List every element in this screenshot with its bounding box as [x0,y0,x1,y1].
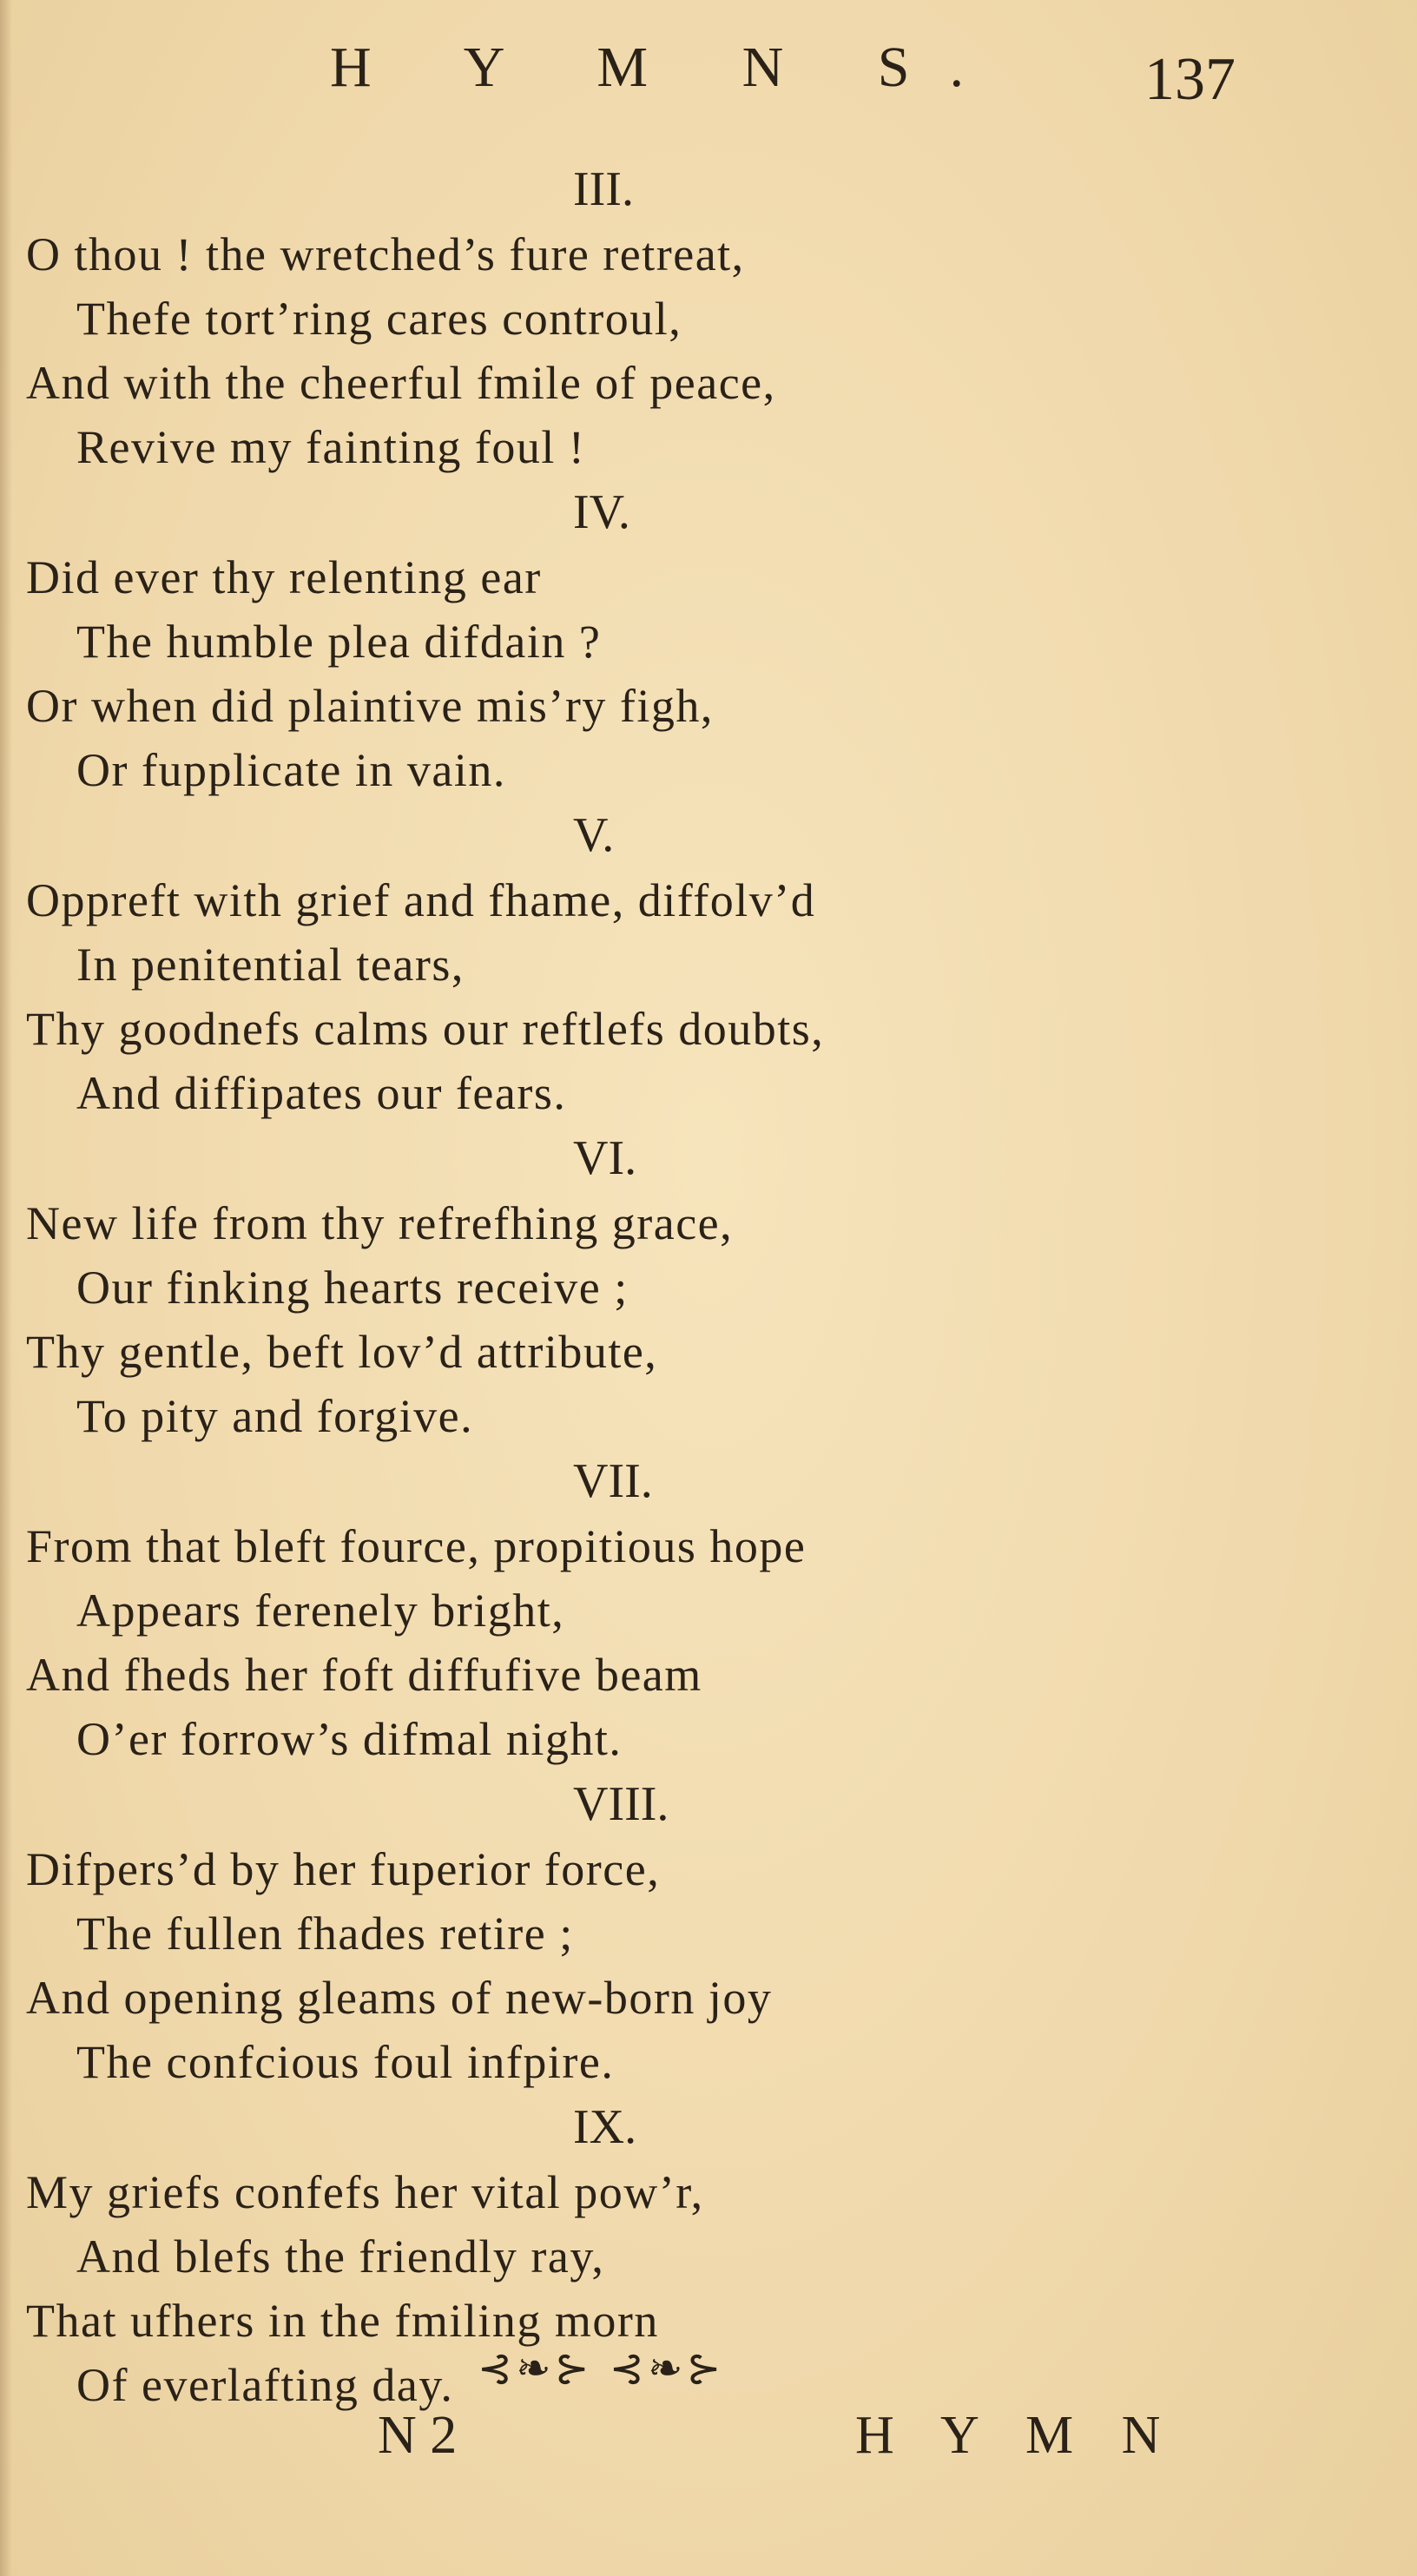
verse-line: And opening gleams of new-born joy [26,1972,773,2024]
verse-line: The humble plea difdain ? [76,616,602,668]
page-number: 137 [1144,46,1236,113]
stanza-numeral: VII. [573,1454,653,1508]
verse-line: New life from thy refrefhing grace, [26,1197,734,1249]
stanza-numeral: IV. [573,485,630,539]
verse-line: Or fupplicate in vain. [76,744,506,796]
verse-line: Oppreft with grief and fhame, diffolv’d [26,874,816,926]
verse-line: Revive my fainting foul ! [76,421,586,473]
verse-line: My griefs confefs her vital pow’r, [26,2166,704,2218]
verse-line: Or when did plaintive mis’ry figh, [26,680,714,732]
stanza-numeral: V. [573,808,615,862]
stanza-numeral: IX. [573,2100,637,2154]
verse-line: O’er forrow’s difmal night. [76,1713,623,1765]
verse-line: Thy goodnefs calms our reftlefs doubts, [26,1003,825,1055]
verse-line: And fheds her foft diffufive beam [26,1649,702,1701]
verse-line: O thou ! the wretched’s fure retreat, [26,228,745,280]
verse-line: Thefe tort’ring cares controul, [76,293,682,345]
printers-ornament-icon: ⊰❧⊱ ⊰❧⊱ [478,2344,725,2393]
verse-line: Our finking hearts receive ; [76,1262,629,1314]
stanza-numeral: VIII. [573,1777,669,1831]
verse-line: The fullen fhades retire ; [76,1907,574,1960]
running-head: H Y M N S. [330,36,1004,99]
hymn-verses [26,156,1381,2417]
verse-line: The confcious foul infpire. [76,2036,615,2088]
verse-line: To pity and forgive. [76,1390,474,1442]
catchword: H Y M N [855,2406,1178,2465]
verse-line: And diffipates our fears. [76,1067,567,1119]
verse-line: That ufhers in the fmiling morn [26,2295,659,2347]
verse-line: Appears ferenely bright, [76,1584,565,1637]
verse-line: And with the cheerful fmile of peace, [26,357,776,409]
page-gutter-shadow [0,0,12,2576]
verse-line: Did ever thy relenting ear [26,551,542,603]
verse-line: Difpers’d by her fuperior force, [26,1843,661,1895]
verse-line: And blefs the friendly ray, [76,2230,605,2283]
stanza-numeral: III. [573,162,634,216]
signature-mark: N 2 [378,2406,458,2465]
verse-line: Thy gentle, beft lov’d attribute, [26,1326,658,1378]
verse-line: Of everlafting day. [76,2359,454,2411]
verse-line: In penitential tears, [76,939,465,991]
stanza-numeral: VI. [573,1131,637,1185]
verse-line: From that bleft fource, propitious hope [26,1520,807,1572]
